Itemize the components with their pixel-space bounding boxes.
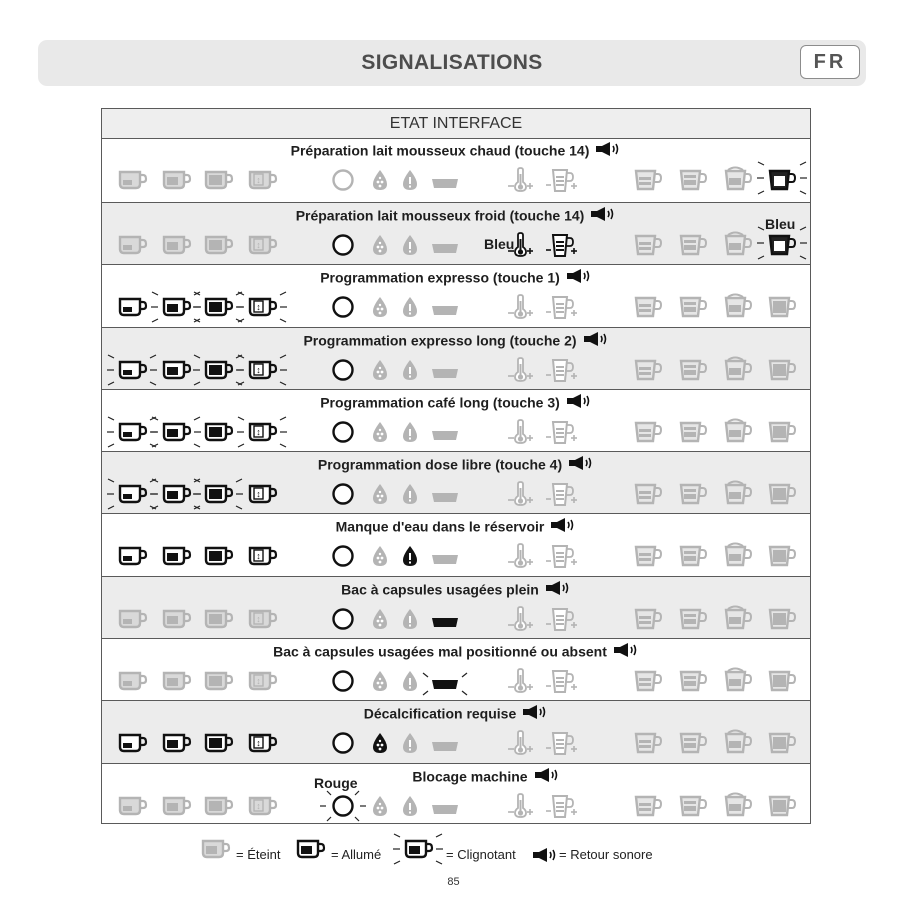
milk-recipe-3-icon xyxy=(724,730,754,754)
speaker-icon xyxy=(613,642,639,663)
thermometer-icon xyxy=(506,730,536,756)
svg-text:↕: ↕ xyxy=(256,365,261,375)
thermometer-icon xyxy=(506,481,536,507)
legend-off-cup-icon xyxy=(201,839,231,859)
milk-pitcher-icon xyxy=(544,481,578,507)
speaker-icon xyxy=(550,517,576,538)
cup-size-1-icon xyxy=(118,733,148,753)
milk-recipe-2-icon xyxy=(679,419,709,443)
thermometer-icon xyxy=(506,793,536,819)
cup-size-2-icon xyxy=(162,609,192,629)
milk-recipe-2-icon xyxy=(679,543,709,567)
cup-size-3-icon xyxy=(204,297,234,317)
capsule-tray-icon xyxy=(430,548,460,570)
cup-size-3-icon xyxy=(204,609,234,629)
power-ring-icon xyxy=(330,731,356,755)
milk-recipe-4-icon xyxy=(768,232,798,256)
speaker-icon xyxy=(568,455,594,476)
milk-recipe-3-icon xyxy=(724,481,754,505)
power-color-note: Rouge xyxy=(314,775,358,791)
row-label-text: Programmation dose libre (touche 4) xyxy=(317,456,563,473)
table-row xyxy=(102,202,810,264)
cup-size-3-icon xyxy=(204,671,234,691)
cup-size-4-icon xyxy=(248,733,278,753)
power-ring-icon xyxy=(330,482,356,506)
milk-recipe-3-icon xyxy=(724,668,754,692)
milk-pitcher-icon xyxy=(544,294,578,320)
row-label xyxy=(102,141,810,162)
table-row xyxy=(102,389,810,451)
descaling-drop-icon xyxy=(370,731,390,755)
milk-recipe-1-icon xyxy=(634,419,664,443)
milk-recipe-4-icon xyxy=(768,481,798,505)
row-label xyxy=(102,268,810,289)
svg-text:↕: ↕ xyxy=(256,175,261,185)
thermometer-icon xyxy=(506,543,536,569)
power-ring-icon xyxy=(330,168,356,192)
cup-size-1-icon xyxy=(118,671,148,691)
milk-recipe-1-icon xyxy=(634,481,664,505)
milk-recipe-2-icon xyxy=(679,167,709,191)
svg-text:↕: ↕ xyxy=(256,489,261,499)
cup-size-1-icon xyxy=(118,170,148,190)
water-drop-icon xyxy=(400,669,420,693)
milk-recipe-4-icon xyxy=(768,668,798,692)
cup-size-4-icon xyxy=(248,235,278,255)
descaling-drop-icon xyxy=(370,794,390,818)
speaker-icon xyxy=(534,767,560,788)
descaling-drop-icon xyxy=(370,358,390,382)
capsule-tray-icon xyxy=(430,172,460,194)
speaker-icon xyxy=(522,704,548,725)
water-drop-icon xyxy=(400,482,420,506)
table-row xyxy=(102,763,810,825)
table-row xyxy=(102,451,810,513)
cup-size-3-icon xyxy=(204,546,234,566)
water-drop-icon xyxy=(400,794,420,818)
cup-size-4-icon xyxy=(248,609,278,629)
cup-size-2-icon xyxy=(162,546,192,566)
power-ring-icon xyxy=(330,233,356,257)
thermometer-icon xyxy=(506,167,536,193)
thermometer-icon xyxy=(506,357,536,383)
thermometer-icon xyxy=(506,294,536,320)
thermometer-icon xyxy=(506,606,536,632)
cup-size-4-icon xyxy=(248,484,278,504)
cup-size-4-icon xyxy=(248,796,278,816)
water-drop-icon xyxy=(400,420,420,444)
table-row xyxy=(102,264,810,327)
water-drop-icon xyxy=(400,233,420,257)
row-label-text: Programmation expresso (touche 1) xyxy=(320,269,560,286)
table-heading: ETAT INTERFACE xyxy=(102,109,810,139)
milk-pitcher-icon xyxy=(544,793,578,819)
cup-size-1-icon xyxy=(118,796,148,816)
row-label xyxy=(102,517,810,538)
milk-recipe-2-icon xyxy=(679,730,709,754)
cup-size-3-icon xyxy=(204,422,234,442)
milk-recipe-1-icon xyxy=(634,167,664,191)
milk-pitcher-icon xyxy=(544,606,578,632)
cup-size-1-icon xyxy=(118,484,148,504)
milk-recipe-1-icon xyxy=(634,730,664,754)
svg-text:↕: ↕ xyxy=(256,676,261,686)
svg-text:↕: ↕ xyxy=(256,801,261,811)
milk-recipe-4-icon xyxy=(768,793,798,817)
milk-pitcher-icon xyxy=(544,232,578,258)
row-label xyxy=(102,642,810,663)
milk-recipe-2-icon xyxy=(679,606,709,630)
cup-size-1-icon xyxy=(118,609,148,629)
legend xyxy=(0,838,907,868)
cup-size-2-icon xyxy=(162,796,192,816)
capsule-tray-icon xyxy=(430,362,460,384)
milk-recipe-3-icon xyxy=(724,232,754,256)
cup-size-3-icon xyxy=(204,170,234,190)
table-row xyxy=(102,327,810,389)
table-row xyxy=(102,576,810,638)
cup-size-2-icon xyxy=(162,671,192,691)
legend-sound-text: = Retour sonore xyxy=(559,847,653,862)
legend-blink-text: = Clignotant xyxy=(446,847,516,862)
cup-size-1-icon xyxy=(118,360,148,380)
milk-recipe-3-icon xyxy=(724,419,754,443)
power-ring-icon xyxy=(330,295,356,319)
milk-recipe-1-icon xyxy=(634,294,664,318)
cup-size-2-icon xyxy=(162,484,192,504)
capsule-tray-icon xyxy=(430,673,460,695)
power-ring-icon xyxy=(330,420,356,444)
water-drop-icon xyxy=(400,295,420,319)
speaker-icon xyxy=(566,393,592,414)
cup-size-3-icon xyxy=(204,484,234,504)
milk-recipe-4-icon xyxy=(768,543,798,567)
table-row xyxy=(102,638,810,700)
descaling-drop-icon xyxy=(370,544,390,568)
table-row xyxy=(102,700,810,763)
capsule-tray-icon xyxy=(430,486,460,508)
milk-recipe-2-icon xyxy=(679,668,709,692)
row-label-text: Décalcification requise xyxy=(363,705,517,722)
milk-recipe-2-icon xyxy=(679,232,709,256)
cup-size-2-icon xyxy=(162,360,192,380)
cup-size-3-icon xyxy=(204,796,234,816)
row-label-text: Programmation expresso long (touche 2) xyxy=(303,332,577,349)
cup-size-4-icon xyxy=(248,297,278,317)
row-label xyxy=(102,704,810,725)
svg-text:↕: ↕ xyxy=(256,427,261,437)
descaling-drop-icon xyxy=(370,482,390,506)
cup-size-2-icon xyxy=(162,235,192,255)
milk-recipe-3-icon xyxy=(724,294,754,318)
milk-pitcher-icon xyxy=(544,668,578,694)
milk-recipe-1-icon xyxy=(634,606,664,630)
milk-recipe-4-icon xyxy=(768,357,798,381)
descaling-drop-icon xyxy=(370,168,390,192)
descaling-drop-icon xyxy=(370,420,390,444)
milk-recipe-4-icon xyxy=(768,730,798,754)
milk-recipe-3-icon xyxy=(724,357,754,381)
milk-recipe-3-icon xyxy=(724,543,754,567)
milk-recipe-2-icon xyxy=(679,481,709,505)
milk-recipe-1-icon xyxy=(634,357,664,381)
capsule-tray-icon xyxy=(430,735,460,757)
row-label-text: Bac à capsules usagées plein xyxy=(341,581,539,598)
svg-text:↕: ↕ xyxy=(256,302,261,312)
water-drop-icon xyxy=(400,358,420,382)
row-label xyxy=(102,455,810,476)
descaling-drop-icon xyxy=(370,233,390,257)
milk-pitcher-icon xyxy=(544,730,578,756)
milk-recipe-2-icon xyxy=(679,357,709,381)
milk-pitcher-icon xyxy=(544,357,578,383)
cup-size-2-icon xyxy=(162,297,192,317)
capsule-tray-icon xyxy=(430,798,460,820)
cup-size-4-icon xyxy=(248,546,278,566)
page-number: 85 xyxy=(447,876,460,888)
legend-on-text: = Allumé xyxy=(331,847,382,862)
row-label-text: Bac à capsules usagées mal positionné ou absent xyxy=(273,643,607,660)
cup-size-2-icon xyxy=(162,170,192,190)
milk-recipe-2-icon xyxy=(679,793,709,817)
row-label xyxy=(162,767,810,788)
speaker-icon xyxy=(583,331,609,352)
water-drop-icon xyxy=(400,607,420,631)
status-table xyxy=(101,108,811,824)
row-label xyxy=(102,331,810,352)
milk-recipe-1-icon xyxy=(634,668,664,692)
water-drop-icon xyxy=(400,168,420,192)
power-ring-icon xyxy=(330,607,356,631)
speaker-icon xyxy=(590,206,616,227)
table-row xyxy=(102,513,810,576)
language-badge: FR xyxy=(800,45,860,79)
header-band xyxy=(38,40,866,86)
milk-recipe-3-icon xyxy=(724,606,754,630)
cup-size-2-icon xyxy=(162,422,192,442)
cup-size-3-icon xyxy=(204,235,234,255)
page-title: SIGNALISATIONS xyxy=(361,51,543,74)
milk-recipe-4-icon xyxy=(768,294,798,318)
svg-text:↕: ↕ xyxy=(256,614,261,624)
legend-speaker-icon xyxy=(532,847,558,863)
cup-size-1-icon xyxy=(118,546,148,566)
recipe-color-note: Bleu xyxy=(765,216,796,232)
row-label-text: Préparation lait mousseux chaud (touche 14) xyxy=(290,142,590,159)
thermometer-icon xyxy=(506,668,536,694)
capsule-tray-icon xyxy=(430,299,460,321)
row-label-text: Préparation lait mousseux froid (touche 14) xyxy=(295,207,585,224)
cup-size-4-icon xyxy=(248,170,278,190)
milk-recipe-2-icon xyxy=(679,294,709,318)
descaling-drop-icon xyxy=(370,607,390,631)
descaling-drop-icon xyxy=(370,295,390,319)
milk-recipe-1-icon xyxy=(634,232,664,256)
capsule-tray-icon xyxy=(430,424,460,446)
cup-size-2-icon xyxy=(162,733,192,753)
power-ring-icon xyxy=(330,794,356,818)
milk-recipe-3-icon xyxy=(724,793,754,817)
milk-recipe-4-icon xyxy=(768,419,798,443)
cup-size-3-icon xyxy=(204,360,234,380)
milk-pitcher-icon xyxy=(544,543,578,569)
milk-recipe-1-icon xyxy=(634,793,664,817)
speaker-icon xyxy=(566,268,592,289)
cup-size-1-icon xyxy=(118,422,148,442)
table-row xyxy=(102,138,810,202)
water-drop-icon xyxy=(400,544,420,568)
milk-pitcher-icon xyxy=(544,419,578,445)
water-drop-icon xyxy=(400,731,420,755)
temperature-color-note: Bleu xyxy=(484,236,515,252)
cup-size-4-icon xyxy=(248,360,278,380)
milk-recipe-4-icon xyxy=(768,167,798,191)
svg-text:↕: ↕ xyxy=(256,551,261,561)
row-label-text: Blocage machine xyxy=(412,768,528,785)
milk-recipe-1-icon xyxy=(634,543,664,567)
power-ring-icon xyxy=(330,358,356,382)
cup-size-1-icon xyxy=(118,235,148,255)
thermometer-icon xyxy=(506,419,536,445)
milk-pitcher-icon xyxy=(544,167,578,193)
speaker-icon xyxy=(545,580,571,601)
row-label xyxy=(102,580,810,601)
legend-on-cup-icon xyxy=(296,839,326,859)
power-ring-icon xyxy=(330,669,356,693)
speaker-icon xyxy=(595,141,621,162)
capsule-tray-icon xyxy=(430,611,460,633)
cup-size-4-icon xyxy=(248,671,278,691)
svg-text:↕: ↕ xyxy=(256,738,261,748)
descaling-drop-icon xyxy=(370,669,390,693)
row-label xyxy=(102,393,810,414)
row-label-text: Manque d'eau dans le réservoir xyxy=(335,518,545,535)
svg-text:↕: ↕ xyxy=(256,240,261,250)
row-label xyxy=(102,206,810,227)
milk-recipe-3-icon xyxy=(724,167,754,191)
cup-size-4-icon xyxy=(248,422,278,442)
row-label-text: Programmation café long (touche 3) xyxy=(320,394,560,411)
cup-size-1-icon xyxy=(118,297,148,317)
milk-recipe-4-icon xyxy=(768,606,798,630)
capsule-tray-icon xyxy=(430,237,460,259)
power-ring-icon xyxy=(330,544,356,568)
cup-size-3-icon xyxy=(204,733,234,753)
legend-off-text: = Éteint xyxy=(236,847,281,862)
legend-blink-cup-icon xyxy=(404,839,434,859)
